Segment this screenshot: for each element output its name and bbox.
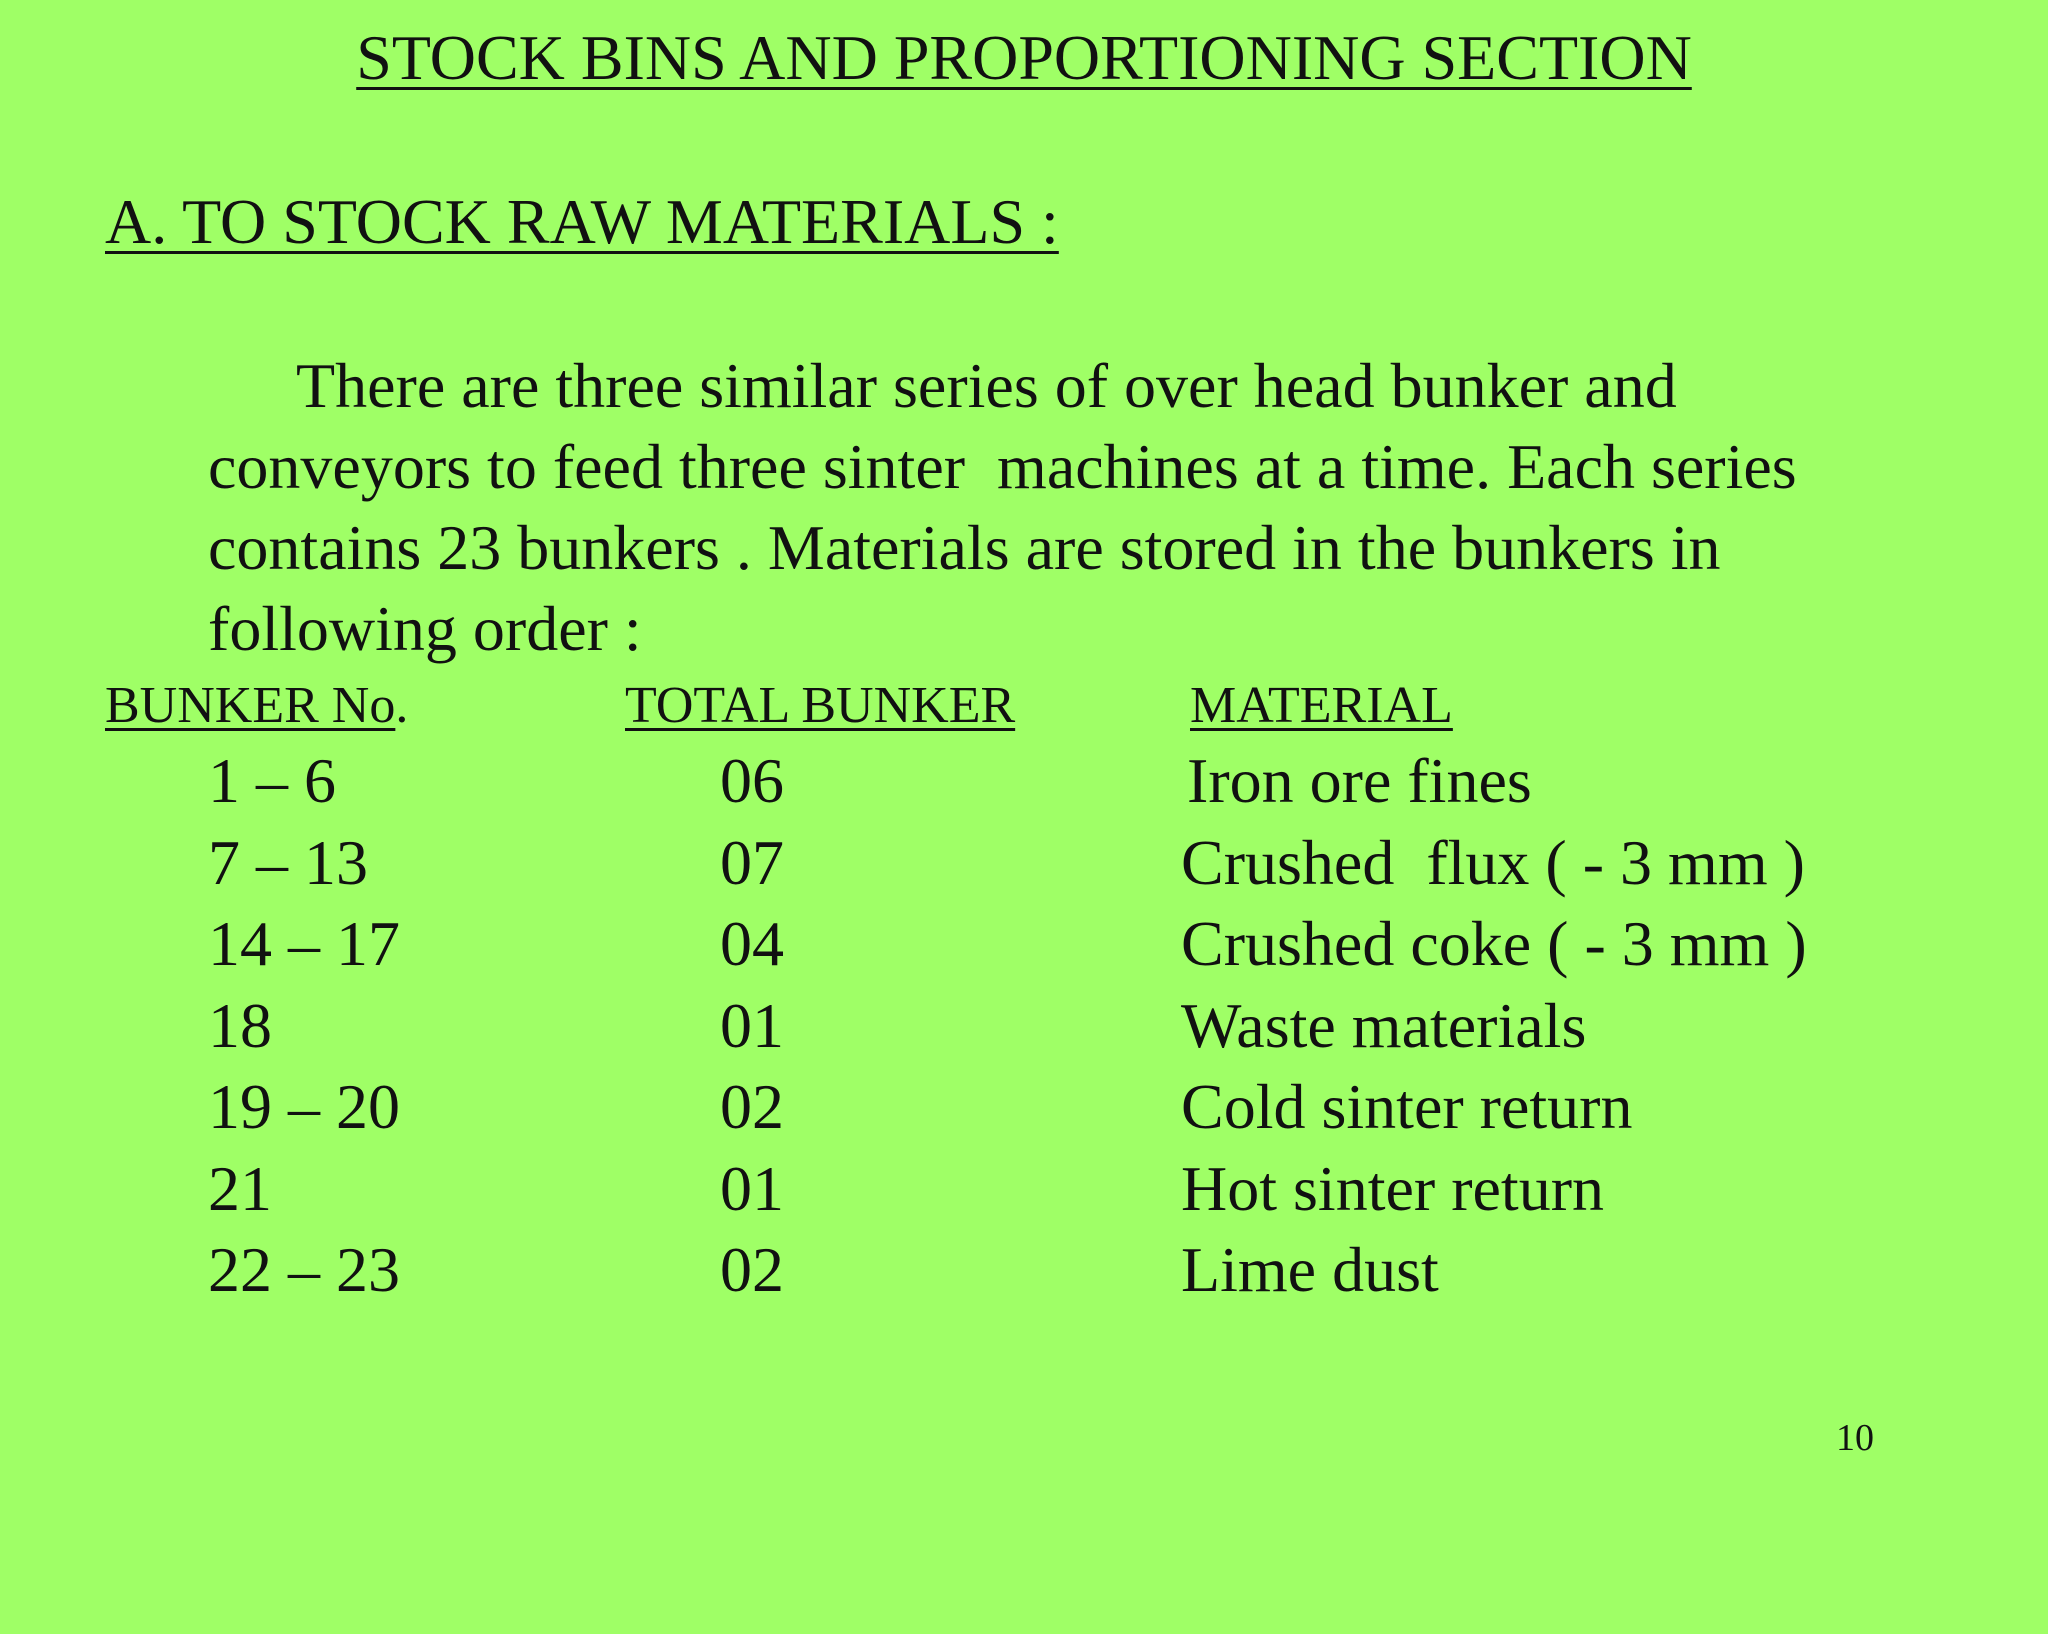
bunker-no-cell: 14 – 17: [208, 908, 400, 979]
total-bunker-cell: 02: [720, 1071, 784, 1142]
bunker-no-cell: 22 – 23: [208, 1234, 400, 1305]
bunker-no-cell: 7 – 13: [208, 826, 368, 898]
column-header-bunker-no: [105, 674, 408, 738]
bunker-table: [0, 740, 2048, 1311]
paragraph-line: conveyors to feed three sinter machines at a time. Each series: [208, 431, 1797, 502]
column-header-bunker-no-text: BUNKER No: [105, 677, 396, 734]
material-cell: Cold sinter return: [1181, 1071, 1633, 1142]
table-row: [0, 985, 2048, 1067]
column-header-total-bunker-text: TOTAL BUNKER: [625, 677, 1016, 734]
column-header-total-bunker: [625, 674, 1015, 738]
page-number: 10: [1836, 1417, 1874, 1459]
section-heading: A. TO STOCK RAW MATERIALS :: [105, 186, 1059, 257]
bunker-no-cell: 19 – 20: [208, 1071, 400, 1142]
total-bunker-cell: 01: [720, 989, 784, 1061]
column-header-material-text: MATERIAL: [1190, 677, 1453, 734]
body-paragraph: [208, 345, 1928, 669]
material-cell: Lime dust: [1181, 1234, 1439, 1305]
paragraph-line: contains 23 bunkers . Materials are stored in the bunkers in: [208, 512, 1721, 583]
paragraph-line: following order :: [208, 593, 642, 664]
table-row: [0, 822, 2048, 904]
material-cell: Iron ore fines: [1187, 745, 1532, 816]
bunker-no-cell: 18: [208, 989, 272, 1061]
material-cell: Crushed coke ( - 3 mm ): [1181, 908, 1807, 979]
total-bunker-cell: 01: [720, 1152, 784, 1224]
total-bunker-cell: 07: [720, 826, 784, 898]
table-row: [0, 740, 2048, 822]
bunker-no-cell: 21: [208, 1152, 272, 1224]
total-bunker-cell: 06: [720, 745, 784, 816]
bunker-no-cell: 1 – 6: [208, 745, 336, 816]
table-row: [0, 1066, 2048, 1148]
slide-title-text: STOCK BINS AND PROPORTIONING SECTION: [356, 22, 1692, 93]
material-cell: Hot sinter return: [1181, 1152, 1604, 1224]
paragraph-line: There are three similar series of over head bunker and: [296, 350, 1677, 421]
slide-title: [0, 18, 2048, 98]
table-row: [0, 1229, 2048, 1311]
material-cell: Crushed flux ( - 3 mm ): [1181, 826, 1805, 898]
column-header-bunker-no-suffix: .: [395, 677, 409, 734]
table-row: [0, 1148, 2048, 1230]
total-bunker-cell: 02: [720, 1234, 784, 1305]
column-header-material: [1190, 674, 1453, 738]
material-cell: Waste materials: [1181, 989, 1587, 1061]
table-row: [0, 903, 2048, 985]
total-bunker-cell: 04: [720, 908, 784, 979]
